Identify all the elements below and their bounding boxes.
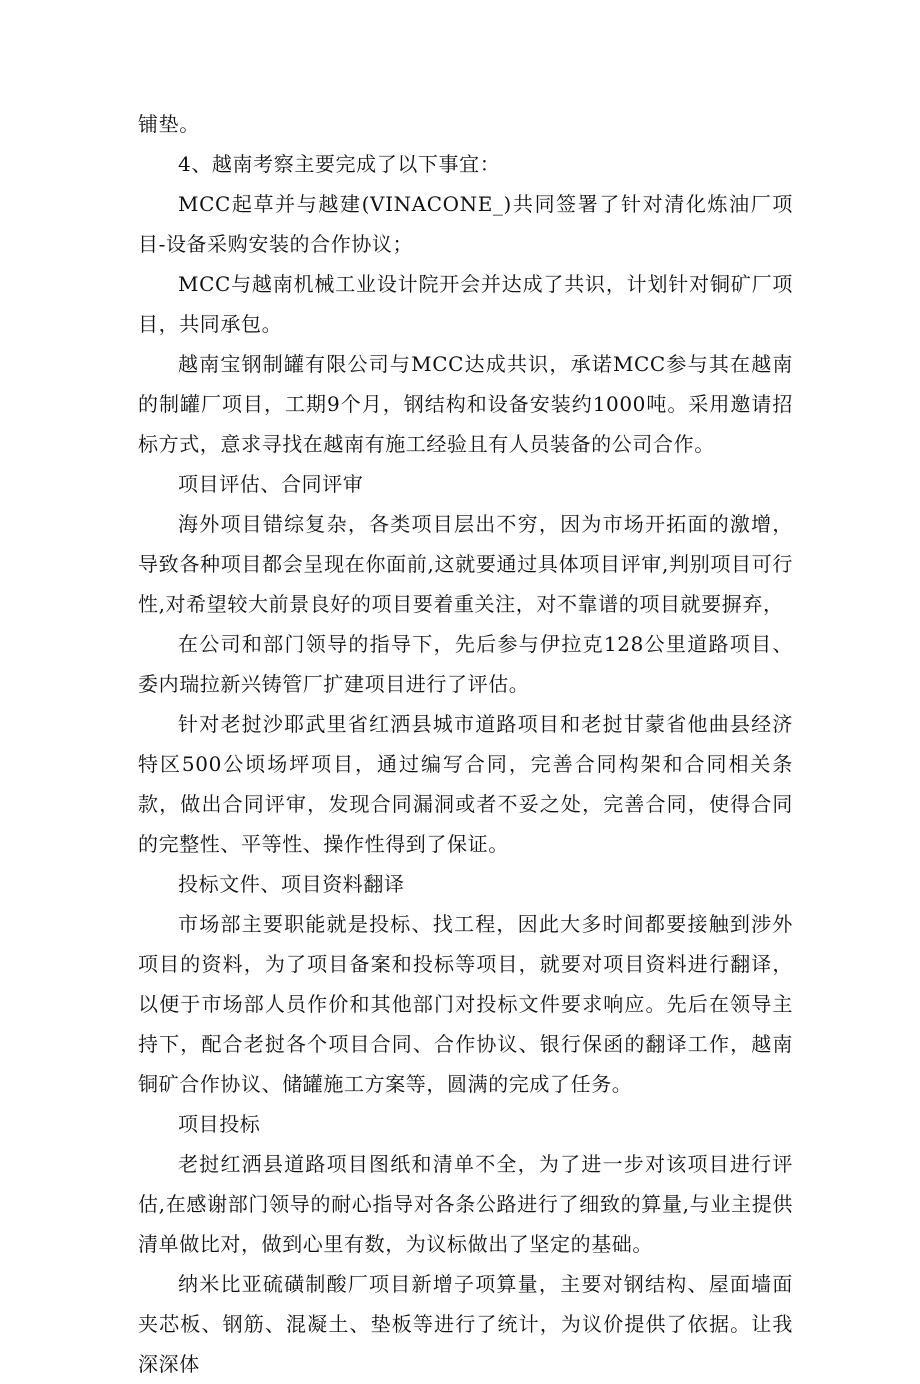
paragraph-iraq-venezuela: 在公司和部门领导的指导下，先后参与伊拉克128公里道路项目、委内瑞拉新兴铸管厂扩建项目进行了评估。 [138,632,793,696]
section-heading-bidding: 项目投标 [178,1112,261,1136]
paragraph-continuation: 铺垫。 [138,112,200,136]
section-heading-evaluation: 项目评估、合同评审 [178,472,364,496]
paragraph-vietnam-heading: 4、越南考察主要完成了以下事宜： [178,152,501,176]
paragraph-market-translation: 市场部主要职能就是投标、找工程，因此大多时间都要接触到涉外项目的资料，为了项目备案和投标等项目，就要对项目资料进行翻译，以便于市场部人员作价和其他部门对投标文件要求响应。先后在领导主持下，配合老挝各个项目合同、合作协议、银行保函的翻译工作，越南铜矿合作协议、储罐施工方案等，圆满的完成了任务。 [138,912,793,1096]
paragraph-design-institute: MCC与越南机械工业设计院开会并达成了共识，计划针对铜矿厂项目，共同承包。 [138,272,793,336]
paragraph-namibia-acid: 纳米比亚硫磺制酸厂项目新增子项算量，主要对钢结构、屋面墙面夹芯板、钢筋、混凝土、垫板等进行了统计，为议价提供了依据。让我深深体 [138,1272,793,1376]
paragraph-laos-contracts: 针对老挝沙耶武里省红洒县城市道路项目和老挝甘蒙省他曲县经济特区500公顷场坪项目，通过编写合同，完善合同构架和合同相关条款，做出合同评审，发现合同漏洞或者不妥之处，完善合同，使得合同的完整性、平等性、操作性得到了保证。 [138,712,793,856]
paragraph-baosteel-can: 越南宝钢制罐有限公司与MCC达成共识，承诺MCC参与其在越南的制罐厂项目，工期9个月，钢结构和设备安装约1000吨。采用邀请招标方式，意求寻找在越南有施工经验且有人员装备的公司合作。 [138,352,793,456]
paragraph-overseas-projects: 海外项目错综复杂，各类项目层出不穷，因为市场开拓面的激增，导致各种项目都会呈现在你面前,这就要通过具体项目评审,判别项目可行性,对希望较大前景良好的项目要着重关注，对不靠谱的项目就要摒弃， [138,512,793,616]
paragraph-vinacone-agreement: MCC起草并与越建(VINACONE_)共同签署了针对清化炼油厂项目-设备采购安装的合作协议； [138,192,793,256]
section-heading-translation: 投标文件、项目资料翻译 [178,872,405,896]
document-body [138,104,793,1384]
paragraph-laos-road-bid: 老挝红洒县道路项目图纸和清单不全，为了进一步对该项目进行评估,在感谢部门领导的耐心指导对各条公路进行了细致的算量,与业主提供清单做比对，做到心里有数，为议标做出了坚定的基础。 [138,1152,793,1256]
